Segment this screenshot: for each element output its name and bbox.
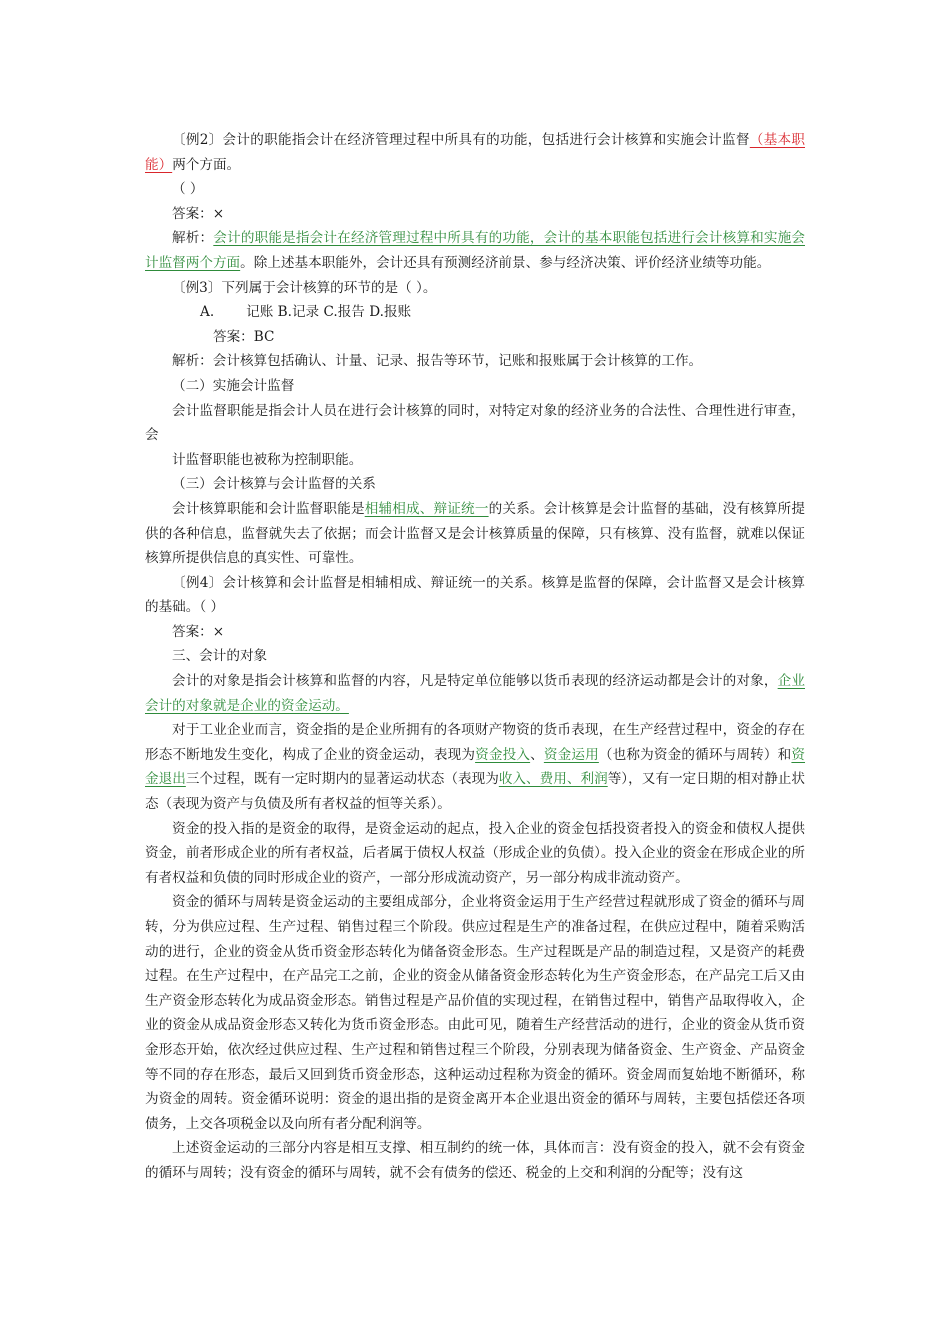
text: 等），又有一定日期的相对静止状态（表现为资产与负债及所有者权益的恒等关系）。: [145, 771, 806, 813]
paragraph: [145, 718, 805, 816]
text: 、: [530, 746, 544, 763]
text: 对于工业企业而言，资金指的是企业所拥有的各项财产物资的货币表现，在生产经营过程中，资金的存在形态不断地发生变化，构成了企业的资金运动，表现为: [145, 722, 805, 763]
paragraph: [145, 669, 805, 718]
option-a-label: A.: [200, 304, 215, 321]
text: 三个过程，既有一定时期内的显著运动状态（表现为: [185, 771, 499, 788]
highlight-green: 相辅相成、辩证统一: [364, 500, 489, 517]
highlight-green: 会计的职能是指会计在经济管理过程中所具有的功能，会计的基本职能包括进行会计核算和实施会计监督两个方面: [145, 230, 805, 271]
text: （也称为资金的循环与周转）和: [598, 746, 792, 763]
paragraph: 会计监督职能是指会计人员在进行会计核算的同时，对特定对象的经济业务的合法性、合理性进行审查，会: [145, 402, 805, 444]
text: 会计核算职能和会计监督职能是: [172, 500, 365, 517]
section-heading: （三）会计核算与会计监督的关系: [172, 476, 376, 493]
text: 解析：: [172, 230, 214, 247]
example-2-answer: 答案：×: [172, 205, 225, 222]
example-3-options: [145, 300, 805, 325]
highlight-green: 资金退出: [145, 746, 806, 788]
highlight-green: 资金运用: [543, 746, 599, 763]
highlight-green: 收入、费用、利润: [498, 771, 608, 788]
document-page: [145, 128, 805, 1186]
example-2-analysis: [145, 226, 805, 275]
paragraph: [145, 497, 805, 571]
paragraph: 计监督职能也被称为控制职能。: [172, 451, 363, 468]
example-4-answer: 答案：×: [172, 623, 225, 640]
text: 。除上述基本职能外，会计还具有预测经济前景、参与经济决策、评价经济业绩等功能。: [240, 254, 771, 271]
paragraph: 资金的投入指的是资金的取得，是资金运动的起点，投入企业的资金包括投资者投入的资金和债权人提供资金，前者形成企业的所有者权益，后者属于债权人权益（形成企业的负债）。投入企业的资金在形成企业的所有者权益和负债的同时形成企业的资产，一部分形成流动资产，另一部分构成非流动资产。: [145, 820, 805, 886]
example-3-answer: 答案：BC: [213, 328, 275, 345]
paragraph: 上述资金运动的三部分内容是相互支撑、相互制约的统一体，具体而言：没有资金的投入，就不会有资金的循环与周转；没有资金的循环与周转，就不会有债务的偿还、税金的上交和利润的分配等；没有这: [145, 1140, 805, 1181]
text: 的关系。会计核算是会计监督的基础，没有核算所提供的各种信息，监督就失去了依据；而会计监督又是会计核算质量的保障，只有核算、没有监督，就难以保证核算所提供信息的真实性、可靠性。: [145, 500, 806, 567]
text: 会计的对象是指会计核算和监督的内容，凡是特定单位能够以货币表现的经济运动都是会计的对象，: [172, 673, 778, 690]
paragraph: 资金的循环与周转是资金运动的主要组成部分，企业将资金运用于生产经营过程就形成了资金的循环与周转，分为供应过程、生产过程、销售过程三个阶段。供应过程是生产的准备过程，在供应过程中，随着采购活动的进行，企业的资金从货币资金形态转化为储备资金形态。生产过程既是产品的制造过程，又是资产的耗费过程。在生产过程中，在产品完工之前，企业的资金从储备资金形态转化为生产资金形态，在产品完工后又由生产资金形态转化为成品资金形态。销售过程是产品价值的实现过程，在销售过程中，销售产品取得收入，企业的资金从成品资金形态又转化为货币资金形态。由此可见，随着生产经营活动的进行，企业的资金从货币资金形态开始，依次经过供应过程、生产过程和销售过程三个阶段，分别表现为储备资金、生产资金、产品资金等不同的存在形态，最后又回到货币资金形态，这种运动过程称为资金的循环。资金周而复始地不断循环，称为资金的周转。资金循环说明：资金的退出指的是资金离开本企业退出资金的循环与周转，主要包括偿还各项债务，上交各项税金以及向所有者分配利润等。: [145, 894, 805, 1132]
example-2-question: [145, 128, 805, 177]
section-heading: 三、会计的对象: [172, 648, 268, 665]
section-heading: （二）实施会计监督: [172, 377, 295, 394]
highlight-red: （基本职能）: [145, 132, 805, 173]
example-4-question: 〔例4〕会计核算和会计监督是相辅相成、辩证统一的关系。核算是监督的保障，会计监督又是会计核算的基础。（ ）: [145, 574, 805, 616]
highlight-green: 企业会计的对象就是企业的资金运动。: [145, 673, 805, 714]
example-3-analysis: 解析：会计核算包括确认、计量、记录、报告等环节，记账和报账属于会计核算的工作。: [172, 353, 703, 370]
bracket-blank: （ ）: [172, 181, 204, 198]
example-3-question: 〔例3〕下列属于会计核算的环节的是（ ）。: [172, 279, 437, 296]
highlight-green: 资金投入: [475, 746, 531, 763]
text: 两个方面。: [172, 156, 241, 173]
options-text: 记账 B.记录 C.报告 D.报账: [246, 304, 412, 321]
text: 〔例2〕会计的职能指会计在经济管理过程中所具有的功能，包括进行会计核算和实施会计监督: [172, 132, 750, 148]
